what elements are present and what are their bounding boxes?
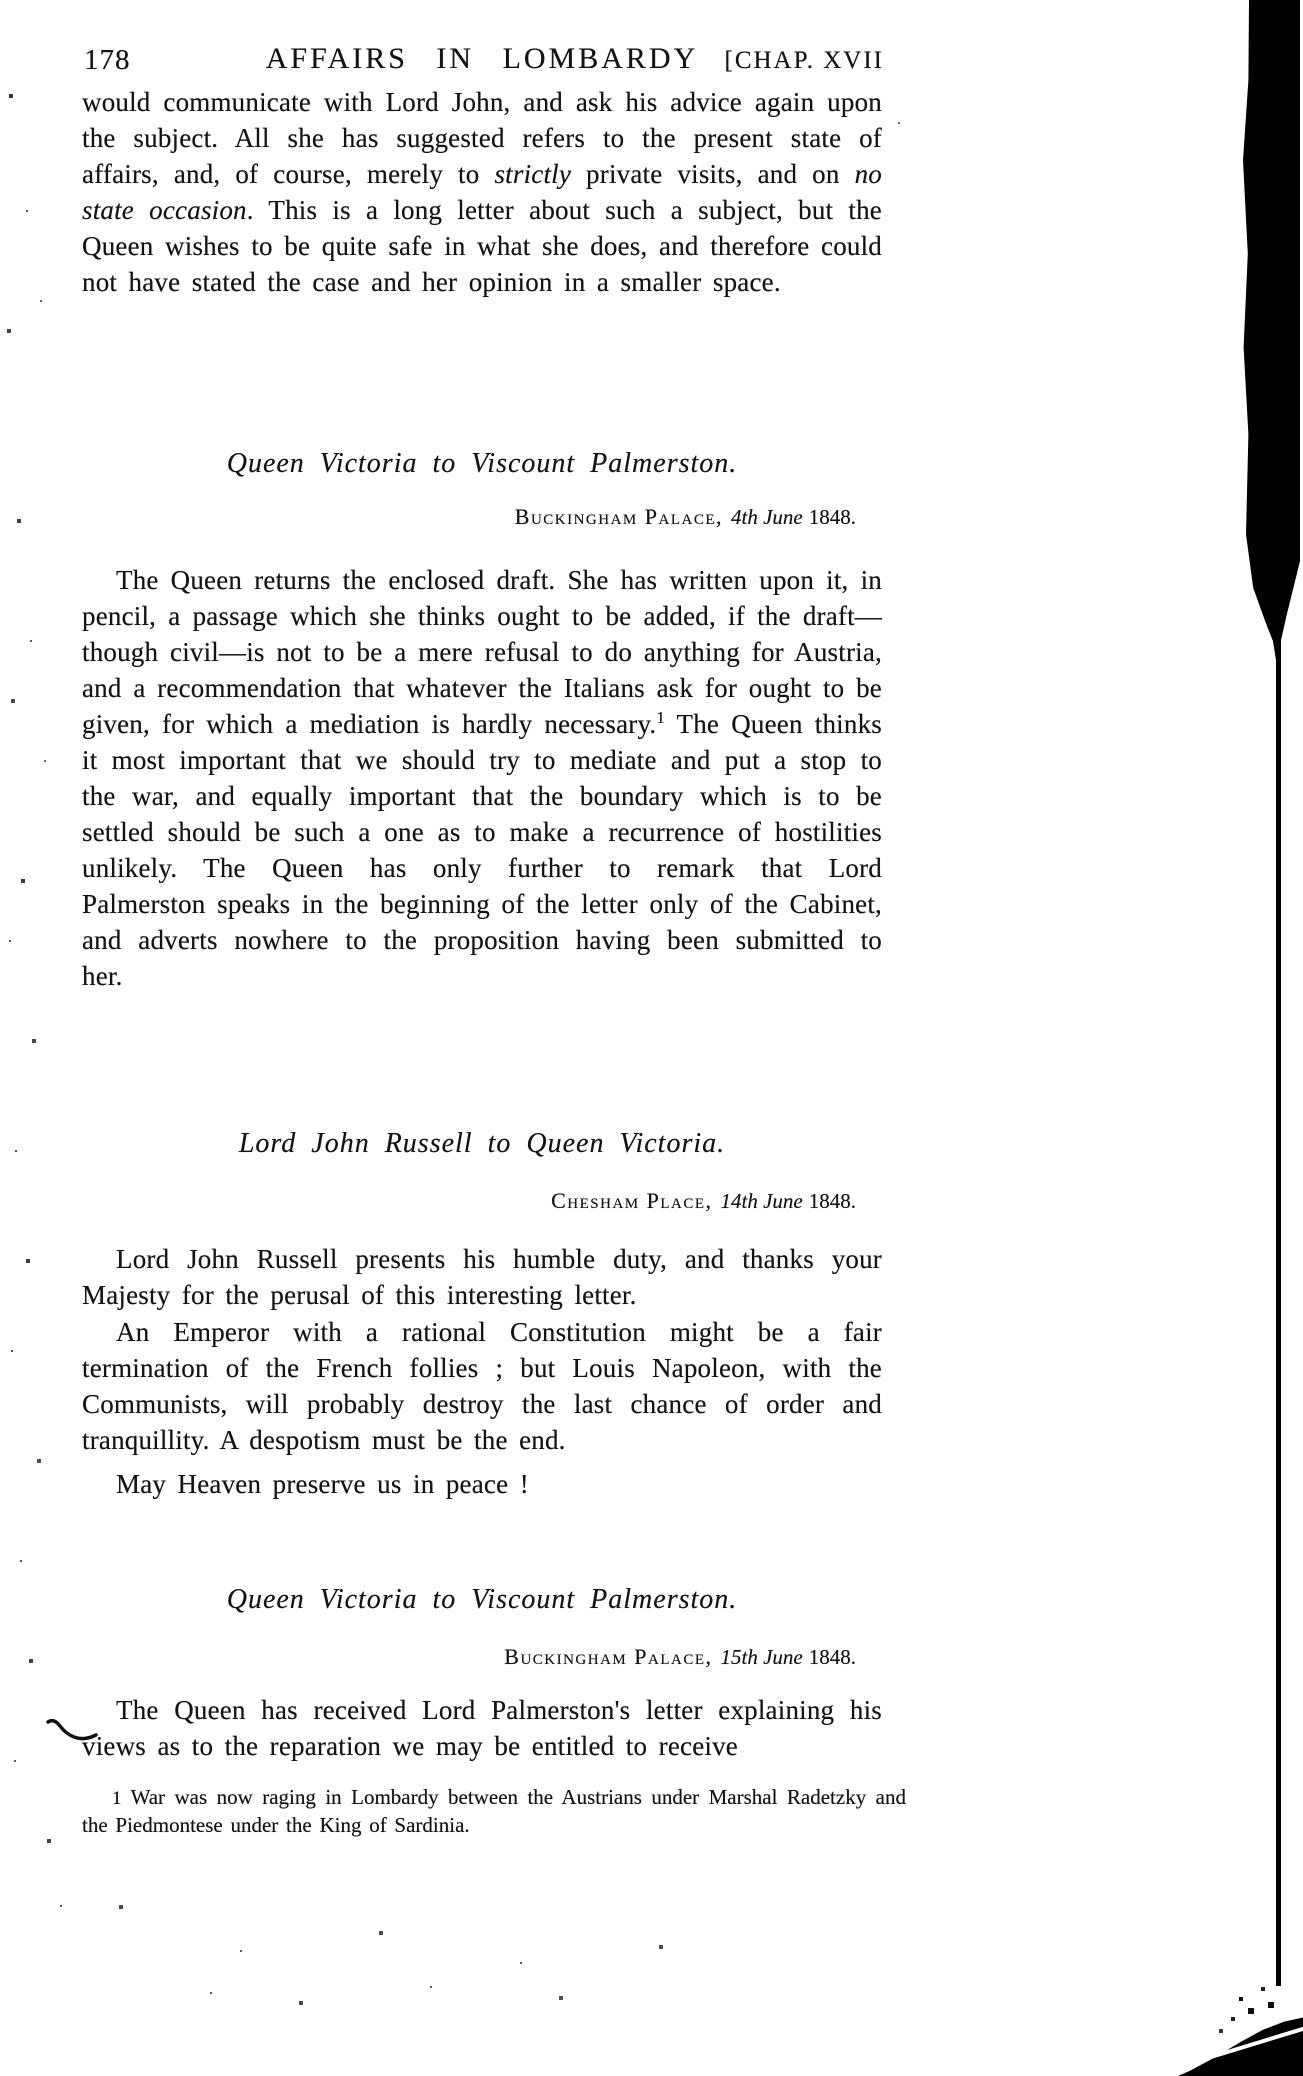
footnote-reference: 1 bbox=[656, 708, 665, 727]
letter-3-dateline bbox=[82, 1644, 882, 1670]
chapter-marker: [CHAP. XVII bbox=[724, 47, 884, 74]
letter-place: Chesham Place, bbox=[551, 1188, 713, 1213]
letter-date: 15th June bbox=[720, 1645, 803, 1669]
letter-2-paragraph-2: An Emperor with a rational Constitution might be a fair termination of the French follies ; but Louis Napoleon, with the Communists, will probably destroy the last chance of order and tranquillity. A despotism must be the end. bbox=[82, 1317, 882, 1455]
letter-1-heading: Queen Victoria to Viscount Palmerston. bbox=[226, 448, 738, 479]
letter-1-dateline bbox=[82, 504, 882, 530]
scan-artifact-gutter-line bbox=[1276, 636, 1281, 1986]
letter-1-body bbox=[82, 562, 882, 994]
running-title: AFFAIRS IN LOMBARDY bbox=[265, 42, 699, 75]
letter-place: Buckingham Palace, bbox=[514, 504, 724, 529]
footnote-text: War was now raging in Lombardy between the Austrians under Marshal Radetzky and the Piedmontese under the King of Sardinia. bbox=[82, 1785, 906, 1837]
italic-phrase: no state occasion bbox=[82, 159, 882, 225]
scan-artifact-corner-blob bbox=[1178, 2008, 1303, 2076]
letter-3-body: The Queen has received Lord Palmerston's letter explaining his views as to the reparation we may be entitled to receive bbox=[82, 1695, 882, 1761]
letter-year: 1848. bbox=[808, 505, 856, 529]
letter-3-heading: Queen Victoria to Viscount Palmerston. bbox=[226, 1584, 738, 1615]
scan-artifact-band bbox=[1240, 0, 1300, 668]
italic-phrase: strictly bbox=[494, 159, 572, 189]
letter-2-dateline bbox=[82, 1188, 882, 1214]
footnote-number: 1 bbox=[112, 1788, 122, 1809]
footnote bbox=[82, 1784, 906, 1839]
letter-date: 4th June bbox=[731, 505, 803, 529]
letter-date: 14th June bbox=[720, 1189, 803, 1213]
letter-year: 1848. bbox=[808, 1189, 856, 1213]
letter-2-paragraph-1: Lord John Russell presents his humble duty, and thanks your Majesty for the perusal of this interesting letter. bbox=[82, 1244, 882, 1310]
page-number: 178 bbox=[84, 44, 131, 76]
paragraph-text: private visits, and on bbox=[571, 159, 855, 189]
letter-2-heading: Lord John Russell to Queen Victoria. bbox=[238, 1128, 726, 1159]
paragraph-text: would communicate with Lord John, and ask his advice again upon the subject. All she has suggested refers to the present state of affairs, and, of course, merely to bbox=[82, 87, 882, 189]
letter-year: 1848. bbox=[808, 1645, 856, 1669]
paragraph-text: The Queen returns the enclosed draft. She has written upon it, in pencil, a passage which she thinks ought to be added, if the draft—though civil—is not to be a mere refusal to do anything for Austria, and a recommendation that whatever the Italians ask for ought to be given, for which a mediation is hardly necessary. bbox=[82, 565, 882, 739]
ink-mark bbox=[46, 1716, 98, 1746]
paragraph-text: The Queen thinks it most important that we should try to mediate and put a stop to the war, and equally important that the boundary which is to be settled should be such a one as to make a recurrence of hostilities unlikely. The Queen has only further to remark that Lord Palmerston speaks in the beginning of the letter only of the Cabinet, and adverts nowhere to the proposition having been submitted to her. bbox=[82, 709, 882, 991]
letter-2-paragraph-3: May Heaven preserve us in peace ! bbox=[116, 1469, 529, 1499]
scan-noise-speckles bbox=[0, 0, 2, 2]
intro-paragraph bbox=[82, 84, 882, 300]
letter-place: Buckingham Palace, bbox=[504, 1644, 713, 1669]
paragraph-text: . This is a long letter about such a subject, but the Queen wishes to be quite safe in what she does, and therefore could not have stated the case and her opinion in a smaller space. bbox=[82, 195, 882, 297]
